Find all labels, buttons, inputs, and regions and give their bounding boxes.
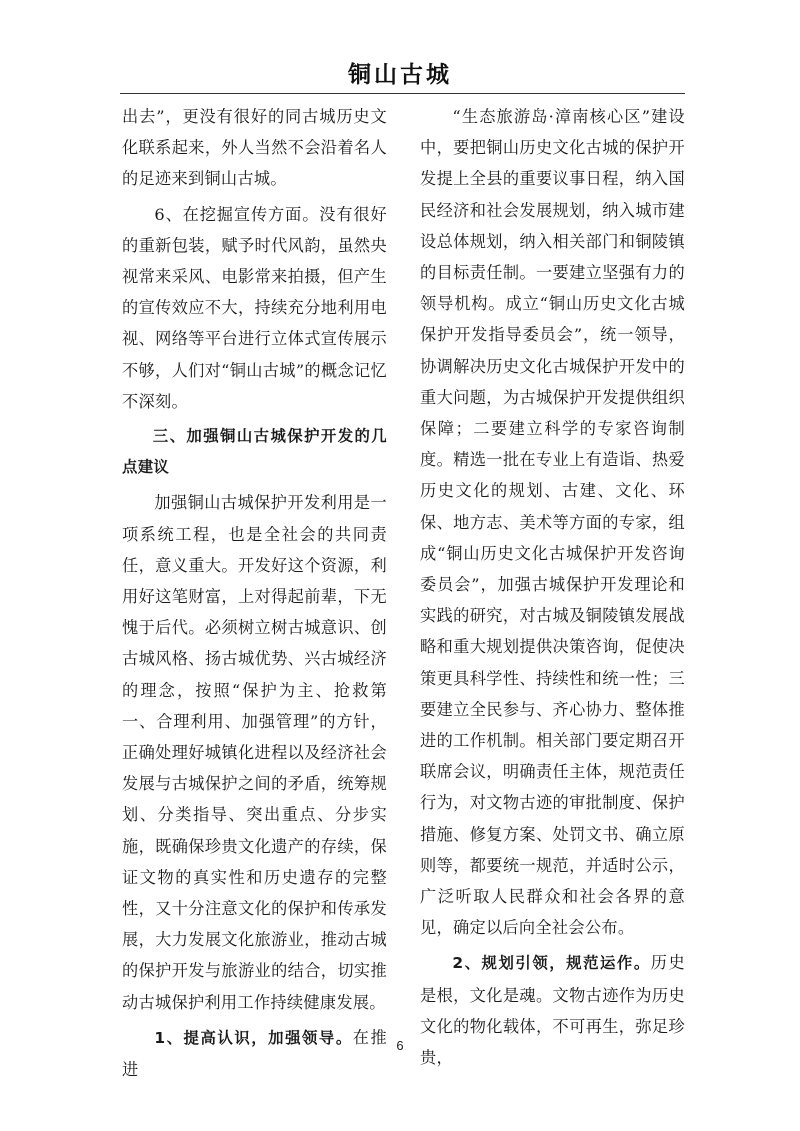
left-paragraph-publicity: 6、在挖掘宣传方面。没有很好的重新包装，赋予时代风韵，虽然央视常来采风、电影常来拍摄，但产生的宣传效应不大，持续充分地利用电视、网络等平台进行立体式宣传展示不够，人们对“铜山古城”的概念记忆不深刻。 bbox=[122, 204, 387, 411]
right-paragraph-planning bbox=[420, 947, 685, 1073]
header-rule bbox=[120, 93, 685, 94]
left-paragraph-intro: 加强铜山古城保护开发利用是一项系统工程，也是全社会的共同责任，意义重大。开发好这个资源，利用好这笔财富，上对得起前辈，下无愧于后代。必须树立树古城意识、创古城风格、扬古城优势、兴古城经济的理念，按照“保护为主、抢救第一、合理利用、加强管理”的方针，正确处理好城镇化进程以及经济社会发展与古城保护之间的矛盾，统筹规划、分类指导、突出重点、分步实施，既确保珍贵文化遗产的存续，保证文物的真实性和历史遗存的完整性，又十分注意文化的保护和传承发展，大力发展文化旅游业，推动古城的保护开发与旅游业的结合，切实推动古城保护利用工作持续健康发展。 bbox=[122, 493, 387, 1012]
section-heading-suggestions: 三、加强铜山古城保护开发的几点建议 bbox=[122, 427, 387, 477]
left-column bbox=[122, 101, 387, 1085]
subheading-planning: 2、规划引领，规范运作。 bbox=[452, 954, 651, 973]
leadership-text: 在推进 bbox=[122, 1027, 387, 1080]
right-paragraph-leadership-cont: “生态旅游岛·漳南核心区”建设中，要把铜山历史文化古城的保护开发提上全县的重要议事日程，纳入国民经济和社会发展规划，纳入城市建设总体规划，纳入相关部门和铜陵镇的目标责任制。一要建立坚强有力的领导机构。成立“铜山历史文化古城保护开发指导委员会”，统一领导，协调解决历史文化古城保护开发中的重大问题，为古城保护开发提供组织保障；二要建立科学的专家咨询制度。精选一批在专业上有造诣、热爱历史文化的规划、古建、文化、环保、地方志、美术等方面的专家，组成“铜山历史文化古城保护开发咨询委员会”，加强古城保护开发理论和实践的研究，对古城及铜陵镇发展战略和重大规划提供决策咨询，促使决策更具科学性、持续性和统一性；三要建立全民参与、齐心协力、整体推进的工作机制。相关部门要定期召开联席会议，明确责任主体，规范责任行为，对文物古迹的审批制度、保护措施、修复方案、处罚文书、确立原则等，都要统一规范，并适时公示，广泛听取人民群众和社会各界的意见，确定以后向全社会公布。 bbox=[420, 107, 685, 938]
header-title: 铜山古城 bbox=[348, 62, 452, 88]
planning-text: 历史是根，文化是魂。文物古迹作为历史文化的物化载体，不可再生，弥足珍贵， bbox=[420, 953, 685, 1068]
left-paragraph-leadership bbox=[122, 1022, 387, 1085]
page-number: 6 bbox=[396, 1038, 404, 1053]
left-paragraph-continued: 出去”，更没有很好的同古城历史文化联系起来，外人当然不会沿着名人的足迹来到铜山古城。 bbox=[122, 107, 387, 189]
right-column bbox=[420, 101, 685, 1073]
subheading-leadership: 1、提高认识，加强领导。 bbox=[154, 1028, 353, 1047]
